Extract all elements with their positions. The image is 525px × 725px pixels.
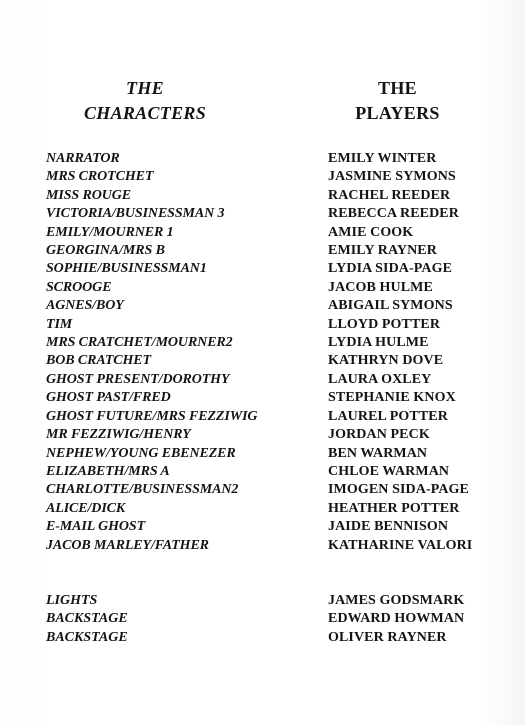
player-name: JACOB HULME [328,279,433,295]
character-role: GHOST FUTURE/MRS FEZZIWIG [46,408,258,424]
character-role: MISS ROUGE [46,187,131,203]
crew-role: LIGHTS [46,593,98,608]
player-name: LYDIA HULME [328,335,429,351]
character-role: SOPHIE/BUSINESSMAN1 [46,261,207,277]
character-role: ELIZABETH/MRS A [46,463,170,479]
character-role: AGNES/BOY [46,298,124,314]
player-name: REBECCA REEDER [328,206,459,222]
player-name: JASMINE SYMONS [328,169,456,185]
character-role: TIM [46,316,73,332]
player-name: STEPHANIE KNOX [328,390,456,406]
character-role: GHOST PAST/FRED [46,390,171,406]
character-role: ALICE/DICK [46,500,126,516]
crew-players-list [328,592,464,647]
player-name: JAIDE BENNISON [328,519,449,535]
players-heading-line-1: THE [378,78,417,98]
player-name: LAURA OXLEY [328,371,432,387]
character-role: E-MAIL GHOST [46,519,146,535]
player-name: KATHRYN DOVE [328,353,444,369]
character-role: JACOB MARLEY/FATHER [46,537,209,553]
character-role: MRS CROTCHET [46,169,154,185]
character-role: GHOST PRESENT/DOROTHY [46,371,230,387]
crew-roles-list [46,592,128,647]
crew-player-name: EDWARD HOWMAN [328,611,465,627]
player-name: LYDIA SIDA-PAGE [328,261,453,277]
players-heading-line-2: PLAYERS [355,103,440,123]
player-name: EMILY RAYNER [328,243,437,259]
player-name: AMIE COOK [328,224,414,240]
crew-role: BACKSTAGE [46,629,128,645]
player-name: KATHARINE VALORI [328,537,473,553]
player-name: CHLOE WARMAN [328,463,450,479]
characters-heading [60,76,230,126]
character-role: NEPHEW/YOUNG EBENEZER [46,445,236,461]
character-role: MRS CRATCHET/MOURNER2 [46,335,233,351]
player-name: RACHEL REEDER [328,187,451,203]
player-name: HEATHER POTTER [328,500,460,516]
player-name: IMOGEN SIDA-PAGE [328,482,469,498]
players-heading [325,76,470,126]
character-role: BOB CRATCHET [46,353,151,369]
cast-players-list [328,150,472,555]
player-name: JORDAN PECK [328,427,430,443]
crew-player-name: JAMES GODSMARK [328,593,465,608]
player-name: EMILY WINTER [328,151,437,166]
character-role: VICTORIA/BUSINESSMAN 3 [46,206,225,222]
player-name: BEN WARMAN [328,445,428,461]
crew-role: BACKSTAGE [46,611,128,627]
character-role: MR FEZZIWIG/HENRY [46,427,191,443]
cast-roles-list [46,150,257,555]
player-name: ABIGAIL SYMONS [328,298,453,314]
character-role: NARRATOR [46,151,120,166]
characters-heading-line-1: THE [126,78,164,98]
player-name: LAUREL POTTER [328,408,448,424]
character-role: CHARLOTTE/BUSINESSMAN2 [46,482,239,498]
character-role: SCROOGE [46,279,112,295]
player-name: LLOYD POTTER [328,316,441,332]
crew-player-name: OLIVER RAYNER [328,629,447,645]
characters-heading-line-2: CHARACTERS [83,103,207,123]
character-role: GEORGINA/MRS B [46,243,165,259]
character-role: EMILY/MOURNER 1 [46,224,174,240]
